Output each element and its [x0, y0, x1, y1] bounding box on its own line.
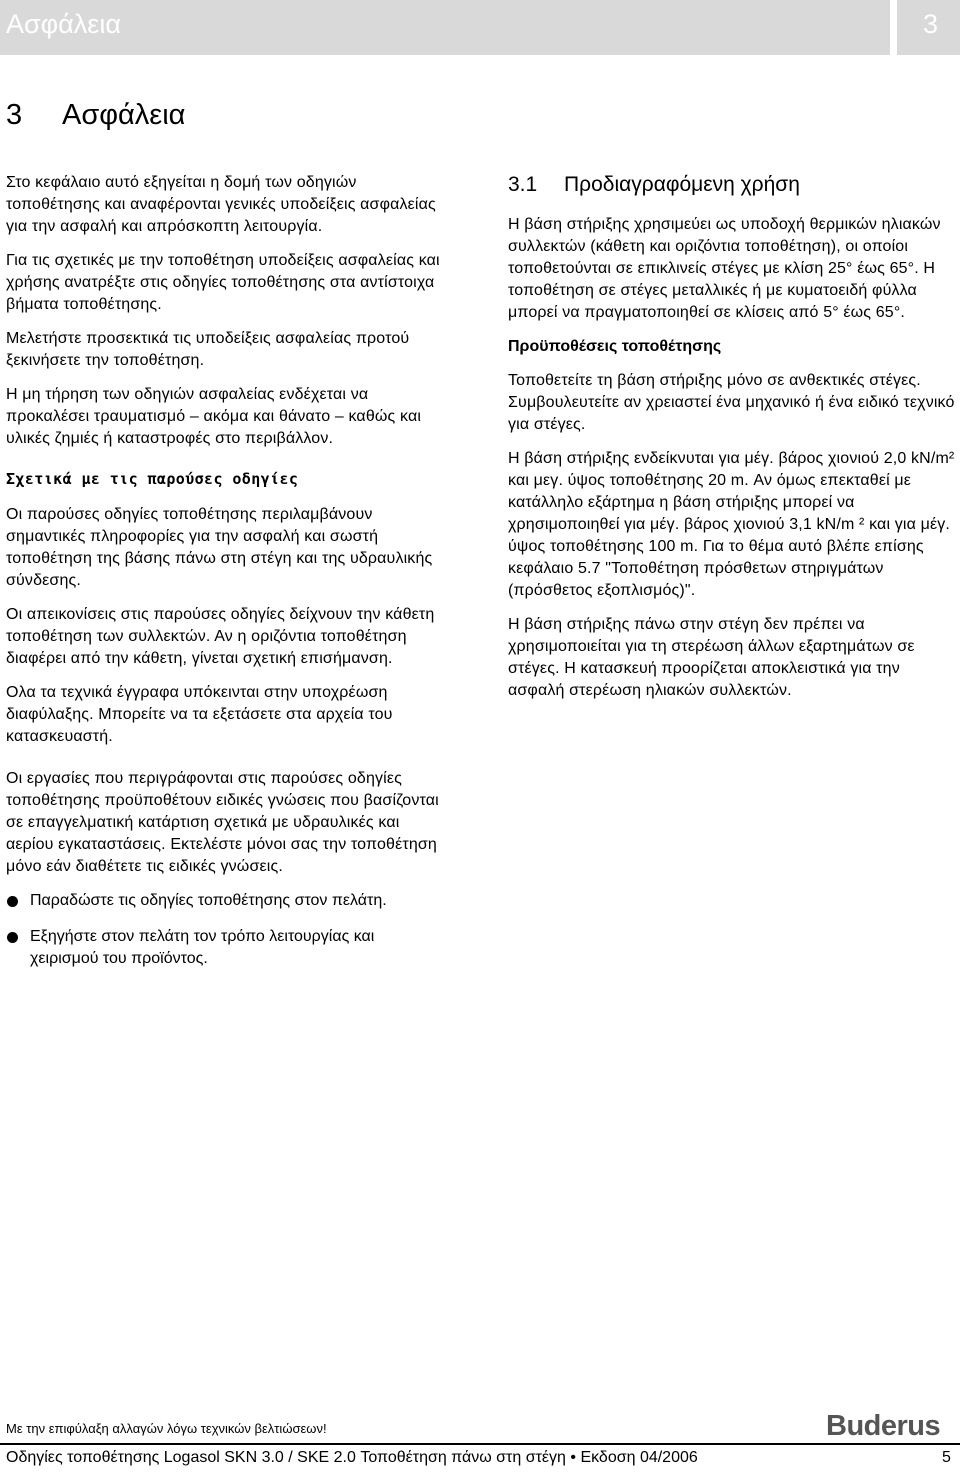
list-item-text: Παραδώστε τις οδηγίες τοποθέτησης στον πελάτη. [30, 892, 387, 909]
subheading-instructions: Σχετικά με τις παρούσες οδηγίες [6, 470, 299, 488]
buderus-logo: Buderus [826, 1410, 941, 1442]
footer-note: Με την επιφύλαξη αλλαγών λόγω τεχνικών βελτιώσεων! [6, 1421, 327, 1436]
intro-paragraph: Μελετήστε προσεκτικά τις υποδείξεις ασφαλείας προτού ξεκινήσετε την τοποθέτηση. [6, 330, 410, 369]
right-column [508, 172, 956, 714]
body-paragraph: Ολα τα τεχνικά έγγραφα υπόκεινται στην υποχρέωση διαφύλαξης. Μπορείτε να τα εξετάσετε στα αρχεία του κατασκευαστή. [6, 684, 393, 745]
section-title-text: Προδιαγραφόμενη χρήση [564, 173, 800, 196]
page-number: 5 [942, 1449, 951, 1466]
header-bar [0, 0, 890, 55]
bullet-icon [7, 932, 18, 943]
section-title [508, 173, 956, 197]
list-item [6, 890, 446, 912]
intro-paragraph: Στο κεφάλαιο αυτό εξηγείται η δομή των οδηγιών τοποθέτησης και αναφέρονται γενικές υποδείξεις ασφαλείας για την ασφαλή και απρόσκοπτη λειτουργία. [6, 174, 436, 235]
intro-paragraph: Η μη τήρηση των οδηγιών ασφαλείας ενδέχεται να προκαλέσει τραυματισμό – ακόμα και θάνατο – καθώς και υλικές ζημιές ή καταστροφές στο περιβάλλον. [6, 386, 422, 447]
header-title: Ασφάλεια [6, 9, 121, 39]
body-paragraph: Η βάση στήριξης χρησιμεύει ως υποδοχή θερμικών ηλιακών συλλεκτών (κάθετη και οριζόντια τοποθέτηση), οι οποίοι τοποθετούνται σε επικλινείς στέγες με κλίση 25° έως 65°. Η τοποθέτηση σε στέγες μεταλλικές ή με κυματοειδή φύλλα μπορεί να πραγματοποιηθεί σε κλίσεις από 5° έως 65°. [508, 216, 941, 321]
chapter-title-text: Ασφάλεια [62, 99, 186, 131]
chapter-title [6, 99, 185, 132]
body-paragraph: Οι απεικονίσεις στις παρούσες οδηγίες δείχνουν την κάθετη τοποθέτηση των συλλεκτών. Αν η οριζόντια τοποθέτηση διαφέρει από την κάθετη, γίνεται σχετική επισήμανση. [6, 606, 435, 667]
chapter-number: 3 [6, 99, 23, 131]
footer-divider [0, 1443, 960, 1445]
body-paragraph: Τοποθετείτε τη βάση στήριξης μόνο σε ανθεκτικές στέγες. Συμβουλευτείτε αν χρειαστεί ένα μηχανικό ή ένα ειδικό τεχνικό για στέγες. [508, 372, 955, 433]
section-number: 3.1 [508, 173, 538, 196]
footer-document-line: Οδηγίες τοποθέτησης Logasol SKN 3.0 / SKE 2.0 Τοποθέτηση πάνω στη στέγη • Εκδοση 04/2006 [6, 1449, 698, 1466]
body-paragraph: Η βάση στήριξης πάνω στην στέγη δεν πρέπει να χρησιμοποιείται για τη στερέωση άλλων εξαρτημάτων σε στέγες. Η κατασκευή προορίζεται αποκλειστικά για την ασφαλή στερέωση ηλιακών συλλεκτών. [508, 616, 915, 699]
header-chapter-box [897, 0, 960, 55]
bullet-list [6, 890, 446, 970]
header-chapter-number: 3 [923, 9, 939, 39]
list-item [6, 926, 446, 970]
intro-paragraph: Για τις σχετικές με την τοποθέτηση υποδείξεις ασφαλείας και χρήσης ανατρέξτε στις οδηγίες τοποθέτησης στα αντίστοιχα βήματα τοποθέτησης. [6, 252, 440, 313]
left-column [6, 172, 446, 984]
body-paragraph: Η βάση στήριξης ενδείκνυται για μέγ. βάρος χιονιού 2,0 kN/m² και μεγ. ύψος τοποθέτησης 20 m. Αν όμως επεκταθεί με κατάλληλο εξάρτημα η βάση στήριξης μπορεί να χρησιμοποιηθεί για μέγ. βάρος χιονιού 3,1 kN/m ² και για μέγ. ύψος τοποθέτησης 100 m. Για το θέμα αυτό βλέπε επίσης κεφάλαιο 5.7 "Τοποθέτηση πρόσθετων στηριγμάτων (πρόσθετος εξοπλισμός)". [508, 450, 955, 599]
body-paragraph: Οι εργασίες που περιγράφονται στις παρούσες οδηγίες τοποθέτησης προϋποθέτουν ειδικές γνώσεις που βασίζονται σε επαγγελματική κατάρτιση σχετικά με υδραυλικές και αερίου εγκαταστάσεις. Εκτελέστε μόνοι σας την τοποθέτηση μόνο εάν διαθέτετε τις ειδικές γνώσεις. [6, 770, 439, 875]
body-paragraph: Οι παρούσες οδηγίες τοποθέτησης περιλαμβάνουν σημαντικές πληροφορίες για την ασφαλή και σωστή τοποθέτηση της βάσης πάνω στη στέγη και της υδραυλικής σύνδεσης. [6, 506, 433, 589]
list-item-text: Εξηγήστε στον πελάτη τον τρόπο λειτουργίας και χειρισμού του προϊόντος. [30, 928, 375, 967]
bullet-icon [7, 896, 18, 907]
subheading-requirements: Προϋποθέσεις τοποθέτησης [508, 338, 722, 355]
